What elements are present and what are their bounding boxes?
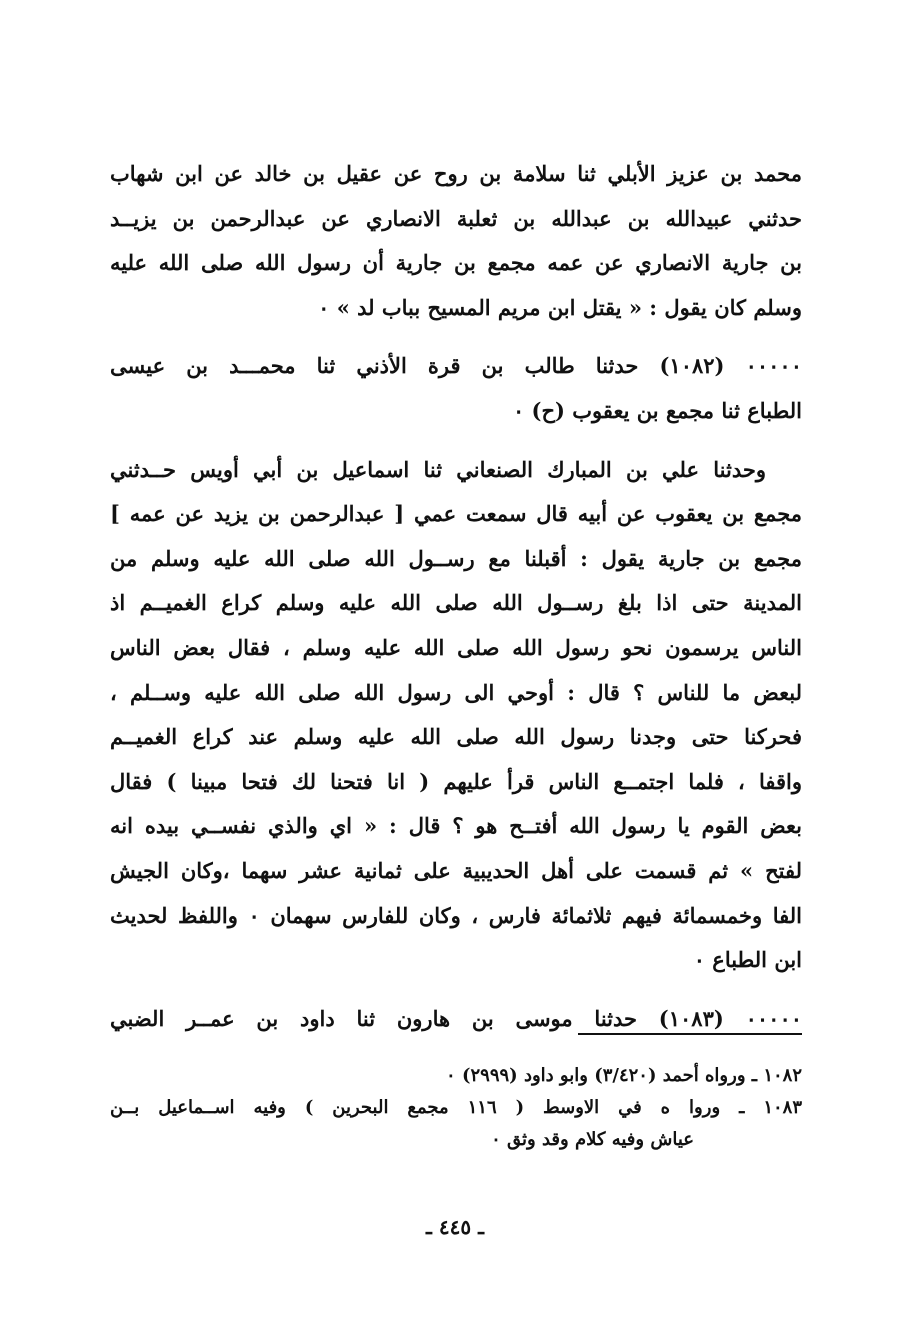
footnote-1082: ١٠٨٢ ـ ورواه أحمد (٣/٤٢٠) وابو داود (٢٩٩٩) ٠ (446, 1065, 802, 1086)
page-number: ـ ٤٤٥ ـ (426, 1215, 484, 1239)
text-line: الطباع ثنا مجمع بن يعقوب (ح) ٠ (512, 397, 802, 423)
text-line: ابن الطباع ٠ (693, 947, 802, 973)
text-line: بن جارية الانصاري عن عمه مجمع بن جارية أن رسول الله صلى الله عليه (110, 250, 802, 276)
paragraph-gap (110, 330, 802, 344)
text-line: وحدثنا علي بن المبارك الصنعاني ثنا اسماعيل بن أبي أويس حــدثني (110, 456, 766, 482)
footnote-1083: ١٠٨٣ ـ وروا ه في الاوسط ( ١١٦ مجمع البحرين ) وفيه اســماعيل بــن (110, 1097, 802, 1118)
text-line: الناس يرسمون نحو رسول الله صلى الله عليه وسلم ، فقال بعض الناس (110, 634, 802, 660)
hadith-1083-heading-line: ٠٠٠٠٠ (١٠٨٣) حدثنا موسى بن هارون ثنا داود بن عمــر الضبي (110, 1005, 802, 1031)
main-text (110, 152, 802, 1041)
text-line: مجمع بن جارية يقول : أقبلنا مع رســول الله صلى الله عليه وسلم من (110, 545, 802, 571)
text-line: وسلم كان يقول : « يقتل ابن مريم المسيح بباب لد » ٠ (318, 294, 802, 320)
footnote-1083-continuation: عياش وفيه كلام وقد وثق ٠ (491, 1129, 694, 1150)
text-line: مجمع بن يعقوب عن أبيه قال سمعت عمي [ عبدالرحمن بن يزيد عن عمه ] (110, 501, 802, 527)
text-line: واقفا ، فلما اجتمــع الناس قرأ عليهم ( انا فتحنا لك فتحا مبينا ) فقال (110, 768, 802, 794)
paragraph-gap (110, 434, 802, 448)
footnotes (110, 1060, 802, 1156)
text-line: الفا وخمسمائة فيهم ثلاثمائة فارس ، وكان للفارس سهمان ٠ واللفظ لحديث (110, 902, 802, 928)
text-line: المدينة حتى اذا بلغ رســول الله صلى الله عليه وسلم كراع الغميــم اذ (110, 590, 802, 616)
text-line: محمد بن عزيز الأبلي ثنا سلامة بن روح عن عقيل بن خالد عن ابن شهاب (110, 161, 802, 186)
hadith-1082-heading-line: ٠٠٠٠٠ (١٠٨٢) حدثنا طالب بن قرة الأذني ثنا محمـــد بن عيسى (110, 353, 802, 379)
text-line: لفتح » ثم قسمت على أهل الحديبية على ثمانية عشر سهما ،وكان الجيش (110, 857, 802, 883)
text-line: بعض القوم يا رسول الله أفتــح هو ؟ قال : « اي والذي نفســي بيده انه (110, 813, 802, 839)
footnote-separator (578, 1033, 802, 1035)
text-line: حدثني عبيدالله بن عبدالله بن ثعلبة الانصاري عن عبدالرحمن بن يزيــد (110, 205, 802, 231)
text-line: لبعض ما للناس ؟ قال : أوحي الى رسول الله صلى الله عليه وســلم ، (110, 679, 802, 705)
text-line: فحركنا حتى وجدنا رسول الله صلى الله عليه وسلم عند كراع الغميــم (110, 724, 802, 750)
paragraph-gap (110, 983, 802, 997)
